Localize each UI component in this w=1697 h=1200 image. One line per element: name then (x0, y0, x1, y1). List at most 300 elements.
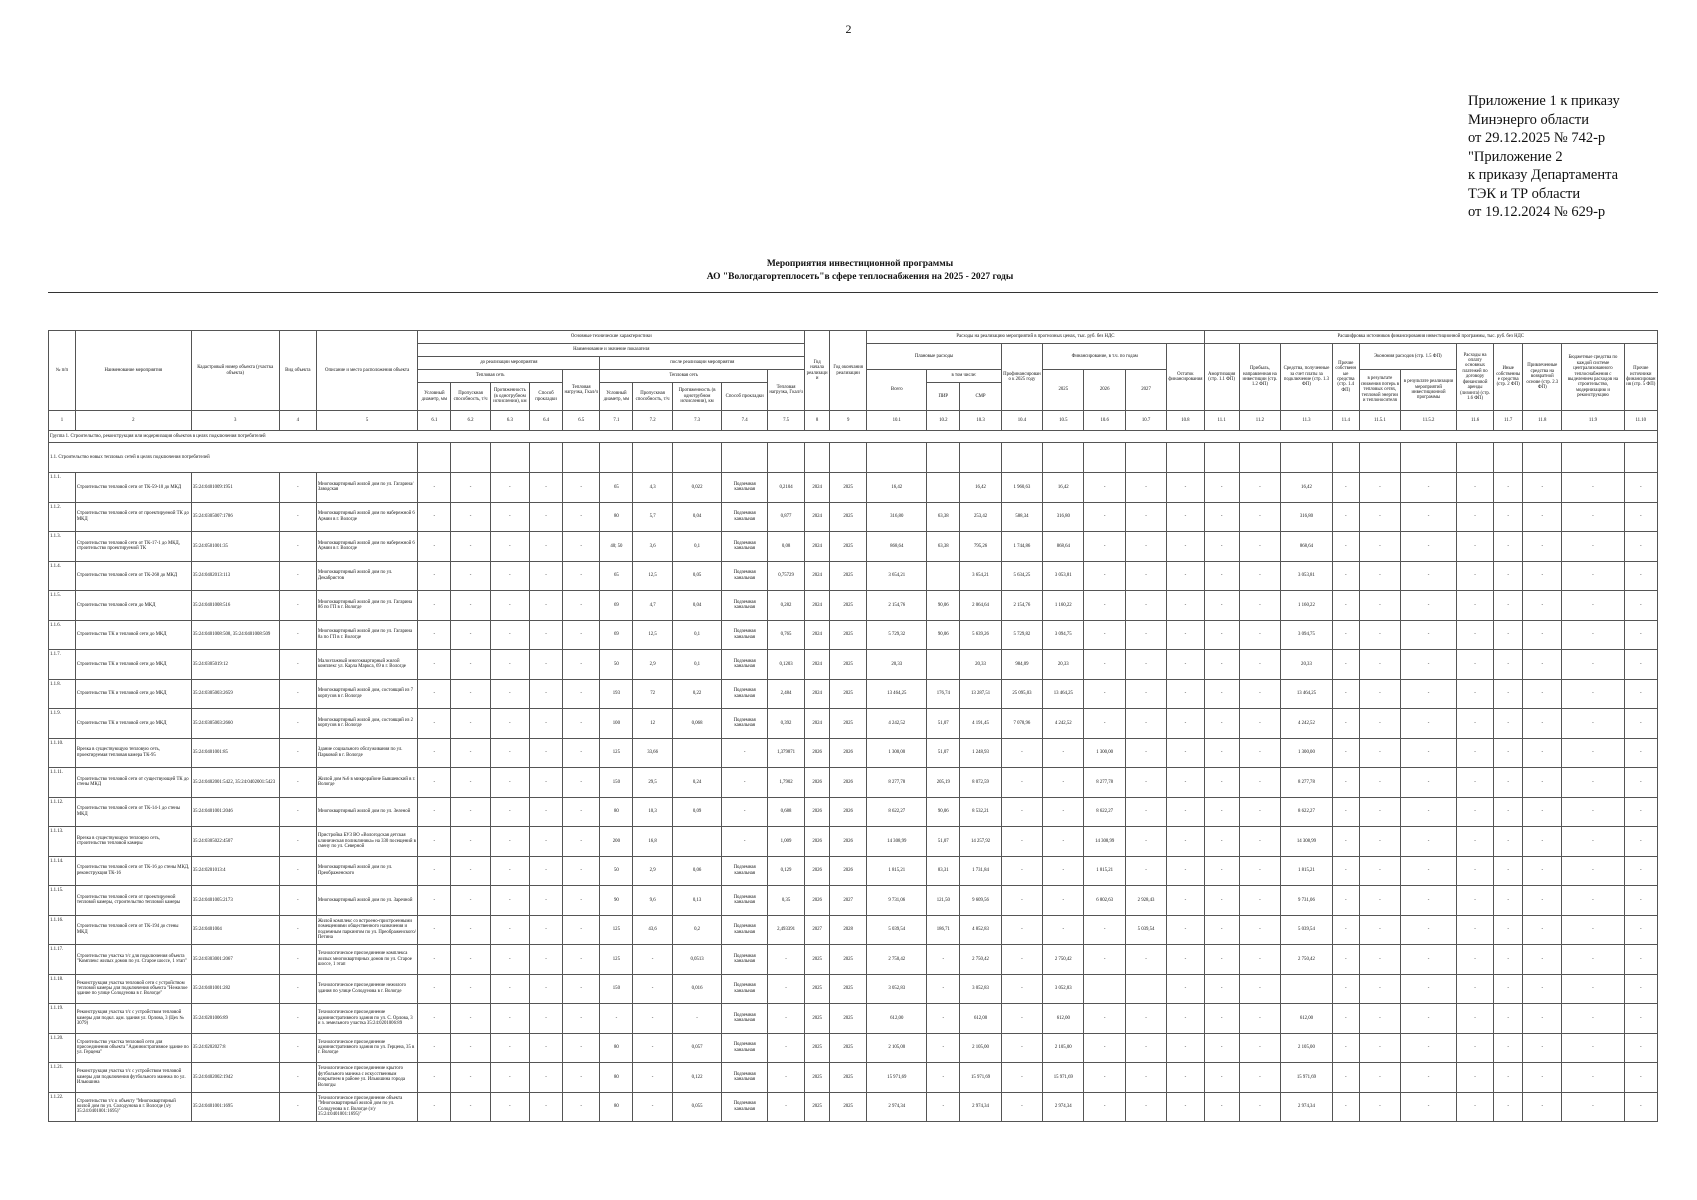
cell-len (672, 738, 722, 768)
cell-dash: - (1523, 738, 1562, 768)
cell-dash: - (1456, 974, 1493, 1004)
cell-name: Строительство тепловой сети от ТК-268 до МКД (75, 561, 191, 591)
cell-load: 0,75729 (767, 561, 804, 591)
cell-dash: - (1359, 532, 1400, 562)
table-row (49, 915, 1658, 945)
cell-dash: - (1456, 945, 1493, 975)
cell-y27: - (1125, 797, 1166, 827)
cell-dash: - (1624, 1092, 1658, 1122)
cell-dash: - (1167, 679, 1204, 709)
cell-q: 2,9 (633, 856, 672, 886)
annex-line: Минэнерго области (1468, 111, 1590, 128)
hdr-method-after: Способ прокладки (722, 383, 768, 411)
cell-dash: - (1456, 915, 1493, 945)
cell-dash: - (1523, 827, 1562, 857)
cell-m: Подземная канальная (722, 709, 768, 739)
empty-cell (1125, 443, 1166, 473)
cell-dash: - (1204, 797, 1239, 827)
cell-dash: - (563, 561, 600, 591)
cell-dash: - (451, 856, 490, 886)
cell-y25: 3 053,81 (1043, 561, 1084, 591)
cell-dash: - (1624, 945, 1658, 975)
cell-dash: - (1401, 886, 1457, 916)
cell-src: 15 971,69 (1281, 1063, 1333, 1093)
cell-len: 0,05 (672, 561, 722, 591)
cell-smr: 2 064,64 (960, 591, 1001, 621)
cell-dash: - (1359, 502, 1400, 532)
cell-dash: - (1167, 561, 1204, 591)
column-number: 7.2 (633, 411, 672, 431)
cell-src: 1 300,00 (1281, 738, 1333, 768)
cell-dash: - (530, 856, 563, 886)
cell-y25: 16,42 (1043, 473, 1084, 503)
hdr-s-connect: Средства, полученные за счет платы за подключение (стр. 1.3 ФП) (1281, 344, 1333, 411)
cell-dash: - (1359, 738, 1400, 768)
cell-dash: - (1456, 1063, 1493, 1093)
cell-dash: - (1523, 1092, 1562, 1122)
cell-y27: - (1125, 709, 1166, 739)
column-number: 5 (316, 411, 417, 431)
cell-smr: 2 974,34 (960, 1092, 1001, 1122)
cell-pir: - (927, 945, 960, 975)
cell-y26 (1084, 974, 1125, 1004)
cell-dash: - (1523, 768, 1562, 798)
cell-y25: 612,00 (1043, 1004, 1084, 1034)
cell-d: 50 (600, 856, 633, 886)
cell-dash: - (1359, 768, 1400, 798)
cell-name: Строительство ТК и тепловой сети до МКД (75, 709, 191, 739)
cell-dash: - (563, 886, 600, 916)
cell-len: 0,22 (672, 679, 722, 709)
cell-q: 4,3 (633, 473, 672, 503)
cell-fin: 1 960,63 (1001, 473, 1042, 503)
cell-src: 5 039,54 (1281, 915, 1333, 945)
cell-dash: - (1523, 974, 1562, 1004)
cell-dash: - (451, 827, 490, 857)
cell-load: - (767, 1063, 804, 1093)
hdr-costs: Расходы на реализацию мероприятий в прогнозных ценах, тыс. руб. без НДС (867, 331, 1204, 344)
hdr-length-after: Протяженность (в однотрубном исчислении), км (672, 383, 722, 411)
cell-loc: Технологическое присоединение административного здания по ул. Герцена, 35 в г. Вологде (316, 1033, 417, 1063)
cell-tot: 3 052,83 (867, 974, 927, 1004)
cell-dash: - (1523, 679, 1562, 709)
cell-y25: - (1043, 797, 1084, 827)
empty-cell (1562, 443, 1624, 473)
cell-dash: - (1204, 1033, 1239, 1063)
cell-m: Подземная канальная (722, 1092, 768, 1122)
cell-y25: - (1043, 827, 1084, 857)
cell-dash: - (1167, 768, 1204, 798)
cell-dash: - (1401, 827, 1457, 857)
cell-dash: - (1624, 620, 1658, 650)
table-row (49, 502, 1658, 532)
table-row (49, 532, 1658, 562)
cell-dash: - (451, 679, 490, 709)
cell-d: 193 (600, 679, 633, 709)
cell-dash: - (1167, 709, 1204, 739)
column-number: 11.7 (1494, 411, 1523, 431)
empty-cell (927, 443, 960, 473)
cell-dash: - (1456, 1092, 1493, 1122)
cell-dash: - (418, 768, 451, 798)
cell-load: 1,009 (767, 827, 804, 857)
empty-cell (530, 443, 563, 473)
cell-dash: - (1494, 915, 1523, 945)
cell-pir: 63,38 (927, 532, 960, 562)
cell-dash: - (451, 945, 490, 975)
cell-m: Подземная канальная (722, 679, 768, 709)
cell-dash: - (1523, 591, 1562, 621)
cell-pir: 51,07 (927, 709, 960, 739)
cell-dash: - (1239, 502, 1280, 532)
cell-dash: - (451, 1033, 490, 1063)
cell-type: - (279, 620, 316, 650)
cell-y27: - (1125, 502, 1166, 532)
cell-dash: - (1167, 797, 1204, 827)
cell-dash: - (1239, 945, 1280, 975)
hdr-length-before: Протяженность (в однотрубном исчислении), км (490, 383, 529, 411)
cell-dash: - (1359, 886, 1400, 916)
cell-dash: - (1523, 650, 1562, 680)
cell-len: 0,04 (672, 502, 722, 532)
cell-y26: - (1084, 591, 1125, 621)
cell-dash: - (1624, 532, 1658, 562)
cell-d: 40; 50 (600, 532, 633, 562)
cell-pir: - (927, 1033, 960, 1063)
cell-loc: Многоквартирный жилой дом по ул. Заречной (316, 886, 417, 916)
cell-dash: - (418, 1063, 451, 1093)
cell-dash: - (1401, 915, 1457, 945)
cell-dash: - (451, 473, 490, 503)
cell-dash: - (1523, 473, 1562, 503)
cell-n: 1.1.12. (49, 797, 76, 827)
table-row (49, 738, 1658, 768)
hdr-s-other-src: Прочие источники финансирования (стр. 5 ФП) (1624, 344, 1658, 411)
cell-dash: - (1523, 945, 1562, 975)
cell-ys: 2026 (805, 797, 830, 827)
cell-tot: 2 974,34 (867, 1092, 927, 1122)
cell-d: 69 (600, 620, 633, 650)
cell-dash: - (418, 1004, 451, 1034)
cell-dash: - (451, 974, 490, 1004)
cell-ys: 2025 (805, 1033, 830, 1063)
cell-ys: 2025 (805, 1092, 830, 1122)
cell-y26: 14 308,99 (1084, 827, 1125, 857)
cell-tot: 20,33 (867, 650, 927, 680)
cell-pir: 121,50 (927, 886, 960, 916)
cell-dash: - (1167, 945, 1204, 975)
cell-name: Строительство тепловой сети от ТК-17-1 до МКД, строительство проектируемой ТК (75, 532, 191, 562)
cell-dash: - (1494, 945, 1523, 975)
cell-dash: - (1204, 856, 1239, 886)
cell-dash: - (1332, 1033, 1359, 1063)
cell-dash: - (1456, 1033, 1493, 1063)
cell-load: 0,392 (767, 709, 804, 739)
cell-dash: - (1494, 768, 1523, 798)
cell-name: Строительство тепловой сети от проектируемой тепловой камеры, строительство тепловой камеры (75, 886, 191, 916)
cell-d: 200 (600, 827, 633, 857)
cell-dash: - (1359, 827, 1400, 857)
empty-cell (1043, 443, 1084, 473)
cell-len: 0,068 (672, 709, 722, 739)
cell-dash: - (451, 650, 490, 680)
cell-d: 50 (600, 650, 633, 680)
cell-dash: - (1359, 620, 1400, 650)
cell-dash: - (563, 473, 600, 503)
cell-n: 1.1.16. (49, 915, 76, 945)
cell-len: 0,022 (672, 473, 722, 503)
cell-dash: - (1332, 473, 1359, 503)
cell-d: 65 (600, 561, 633, 591)
cell-dash: - (1332, 561, 1359, 591)
table-row (49, 1004, 1658, 1034)
cell-dash: - (1456, 532, 1493, 562)
cell-dash: - (1456, 561, 1493, 591)
cell-dash: - (490, 532, 529, 562)
cell-d: 69 (600, 591, 633, 621)
cell-loc: Технологическое присоединение нежилого здания по улице Солодунова в г. Вологде (316, 974, 417, 1004)
cell-dash: - (490, 679, 529, 709)
cell-fin: - (1001, 1004, 1042, 1034)
cell-dash: - (1624, 591, 1658, 621)
cell-pir: 90,06 (927, 797, 960, 827)
cell-dash: - (1624, 650, 1658, 680)
hdr-s-other-own: Прочие собственные средства (стр. 1.4 ФП) (1332, 344, 1359, 411)
cell-y26: 8 277,78 (1084, 768, 1125, 798)
cell-y27: - (1125, 856, 1166, 886)
cell-name: Строительство тепловой сети от ТК-59-10 до МКД (75, 473, 191, 503)
cell-dash: - (1562, 974, 1624, 1004)
cell-type: - (279, 1033, 316, 1063)
cell-loc: Жилой комплекс со встроено-пристроенными помещениями общественного назначения и подземным паркингом по ул. Преображенского/Петина (316, 915, 417, 945)
cell-y25: 316,80 (1043, 502, 1084, 532)
cell-smr: 5 639,26 (960, 620, 1001, 650)
hdr-fin-by-year: Финансирование, в т.ч. по годам (1043, 344, 1167, 370)
cell-dash: - (1239, 1092, 1280, 1122)
cell-y27: - (1125, 945, 1166, 975)
hdr-before: до реализации мероприятия (418, 357, 600, 370)
cell-smr: 9 609,56 (960, 886, 1001, 916)
hdr-pir: ПИР (927, 383, 960, 411)
cell-dash: - (1624, 561, 1658, 591)
cell-dash: - (1332, 768, 1359, 798)
cell-dash: - (1359, 974, 1400, 1004)
cell-len: 0,1 (672, 532, 722, 562)
hdr-main-chars: Основные технические характеристики (418, 331, 805, 344)
table-row (49, 945, 1658, 975)
cell-dash: - (1562, 620, 1624, 650)
cell-pir: 186,71 (927, 915, 960, 945)
cell-y27: - (1125, 561, 1166, 591)
cell-dash: - (1204, 945, 1239, 975)
cell-type: - (279, 974, 316, 1004)
cell-src (1281, 974, 1333, 1004)
cell-dash: - (1562, 768, 1624, 798)
cell-load: 0,765 (767, 620, 804, 650)
cell-type: - (279, 532, 316, 562)
cell-d: 125 (600, 915, 633, 945)
cell-pir: - (927, 1004, 960, 1034)
cell-dash: - (1624, 473, 1658, 503)
cell-q: 10,3 (633, 797, 672, 827)
cell-ye: 2025 (830, 620, 867, 650)
cell-dash: - (1494, 650, 1523, 680)
cell-dash: - (490, 738, 529, 768)
cell-cad: 35:24:0401005:2173 (191, 886, 279, 916)
cell-ys: 2024 (805, 650, 830, 680)
cell-dash: - (1624, 502, 1658, 532)
cell-dash: - (530, 650, 563, 680)
cell-dash: - (490, 561, 529, 591)
cell-tot: 2 154,76 (867, 591, 927, 621)
cell-src: 316,80 (1281, 502, 1333, 532)
cell-d: 125 (600, 945, 633, 975)
empty-cell (563, 443, 600, 473)
cell-dash: - (1401, 561, 1457, 591)
cell-m: Подземная канальная (722, 502, 768, 532)
hdr-obj-type: Вид объекта (279, 331, 316, 411)
cell-fin: - (1001, 1092, 1042, 1122)
cell-pir: 63,38 (927, 502, 960, 532)
cell-y25: 2 750,42 (1043, 945, 1084, 975)
column-number: 11.9 (1562, 411, 1624, 431)
cell-len: 0,06 (672, 856, 722, 886)
cell-dash: - (1204, 561, 1239, 591)
cell-m: Подземная канальная (722, 856, 768, 886)
cell-dash: - (1359, 915, 1400, 945)
cell-dash: - (1494, 679, 1523, 709)
cell-dash: - (1456, 1004, 1493, 1034)
column-number: 6.2 (451, 411, 490, 431)
cell-ys: 2026 (805, 886, 830, 916)
cell-dash: - (563, 532, 600, 562)
cell-dash: - (1562, 856, 1624, 886)
cell-cad: 35:24:0401009:1951 (191, 473, 279, 503)
column-number: 11.6 (1456, 411, 1493, 431)
cell-dash: - (418, 915, 451, 945)
hdr-s-profit: Прибыль, направленная на инвестиции (стр. 1.2 ФП) (1239, 344, 1280, 411)
cell-y25: 2 105,00 (1043, 1033, 1084, 1063)
cell-src: 8 622,27 (1281, 797, 1333, 827)
cell-dash: - (1401, 679, 1457, 709)
cell-src: 8 277,78 (1281, 768, 1333, 798)
cell-pir: 176,74 (927, 679, 960, 709)
cell-y27: - (1125, 679, 1166, 709)
cell-dash: - (563, 856, 600, 886)
column-number: 11.5.1 (1359, 411, 1400, 431)
cell-dash: - (1167, 1063, 1204, 1093)
cell-loc: Многоквартирный жилой дом по набережной 6 Армии в г. Вологде (316, 532, 417, 562)
cell-y27: - (1125, 827, 1166, 857)
cell-type: - (279, 1063, 316, 1093)
cell-len: 0,016 (672, 974, 722, 1004)
cell-q: - (633, 1092, 672, 1122)
cell-loc: Многоквартирный жилой дом по набережной 6 Армии в г. Вологде (316, 502, 417, 532)
cell-dash: - (1401, 945, 1457, 975)
cell-dash: - (1456, 827, 1493, 857)
cell-loc: Многоквартирный жилой дом по ул. Зеленой (316, 797, 417, 827)
cell-name: Строительство участка т/с для подключения объекта "Комплекс жилых домов по ул. Старое шоссе, 1 этап" (75, 945, 191, 975)
cell-ys: 2025 (805, 974, 830, 1004)
cell-dash: - (530, 709, 563, 739)
cell-smr: 14 257,92 (960, 827, 1001, 857)
cell-ys: 2026 (805, 738, 830, 768)
cell-y27: - (1125, 768, 1166, 798)
cell-dash: - (1239, 679, 1280, 709)
title-line-2: АО "Вологдагортеплосеть"в сфере теплоснабжения на 2025 - 2027 годы (706, 272, 1014, 282)
cell-dash: - (490, 502, 529, 532)
cell-y25: - (1043, 738, 1084, 768)
annex-line: от 29.12.2025 № 742-р (1468, 130, 1606, 146)
cell-n: 1.1.9. (49, 709, 76, 739)
cell-smr: 13 287,51 (960, 679, 1001, 709)
empty-cell (1084, 443, 1125, 473)
cell-y25: 3 094,75 (1043, 620, 1084, 650)
cell-dash: - (530, 591, 563, 621)
cell-q: 12 (633, 709, 672, 739)
cell-dash: - (1204, 591, 1239, 621)
cell-tot: 16,42 (867, 473, 927, 503)
hdr-s-amort: Амортизация (стр. 1.1 ФП) (1204, 344, 1239, 411)
cell-fin: - (1001, 945, 1042, 975)
hdr-capacity-before: Пропускная способность, т/ч (451, 383, 490, 411)
cell-loc: Многоквартирный жилой дом по ул. Декабристов (316, 561, 417, 591)
cell-q: - (633, 1004, 672, 1034)
cell-dash: - (1332, 591, 1359, 621)
cell-type: - (279, 827, 316, 857)
cell-dash: - (1624, 1033, 1658, 1063)
cell-dash: - (418, 945, 451, 975)
cell-dash: - (1401, 502, 1457, 532)
cell-type: - (279, 797, 316, 827)
cell-dash: - (1562, 797, 1624, 827)
cell-load: 0,129 (767, 856, 804, 886)
table-row (49, 650, 1658, 680)
table-row (49, 679, 1658, 709)
hdr-load-before: Тепловая нагрузка, Гкал/ч (563, 370, 600, 411)
cell-dash: - (1239, 591, 1280, 621)
empty-cell (1167, 443, 1204, 473)
cell-loc: Многоквартирный жилой дом по ул. Преображенского (316, 856, 417, 886)
cell-cad: 35:24:0305022:4507 (191, 827, 279, 857)
cell-dash: - (1204, 620, 1239, 650)
cell-dash: - (1523, 856, 1562, 886)
cell-dash: - (418, 827, 451, 857)
cell-dash: - (530, 915, 563, 945)
cell-len: - (672, 1004, 722, 1034)
cell-load: 1,379871 (767, 738, 804, 768)
cell-q: 43,6 (633, 915, 672, 945)
cell-dash: - (1562, 827, 1624, 857)
group-row (49, 431, 1658, 443)
empty-cell (418, 443, 451, 473)
cell-d: 80 (600, 1033, 633, 1063)
cell-dash: - (1562, 886, 1624, 916)
cell-dash: - (418, 679, 451, 709)
cell-q: 5,7 (633, 502, 672, 532)
cell-dash: - (1494, 532, 1523, 562)
cell-ys: 2024 (805, 620, 830, 650)
column-number: 6.1 (418, 411, 451, 431)
hdr-row-no: № п/п (49, 331, 76, 411)
hdr-capacity-after: Пропускная способность, т/ч (633, 383, 672, 411)
cell-dash: - (530, 1004, 563, 1034)
cell-ys: 2026 (805, 768, 830, 798)
cell-cad: 35:24:0202027:8 (191, 1033, 279, 1063)
cell-dash: - (418, 561, 451, 591)
cell-loc: Многоквартирный жилой дом по ул. Гагарина 8а по ГП в г. Вологде (316, 620, 417, 650)
column-number: 10.7 (1125, 411, 1166, 431)
